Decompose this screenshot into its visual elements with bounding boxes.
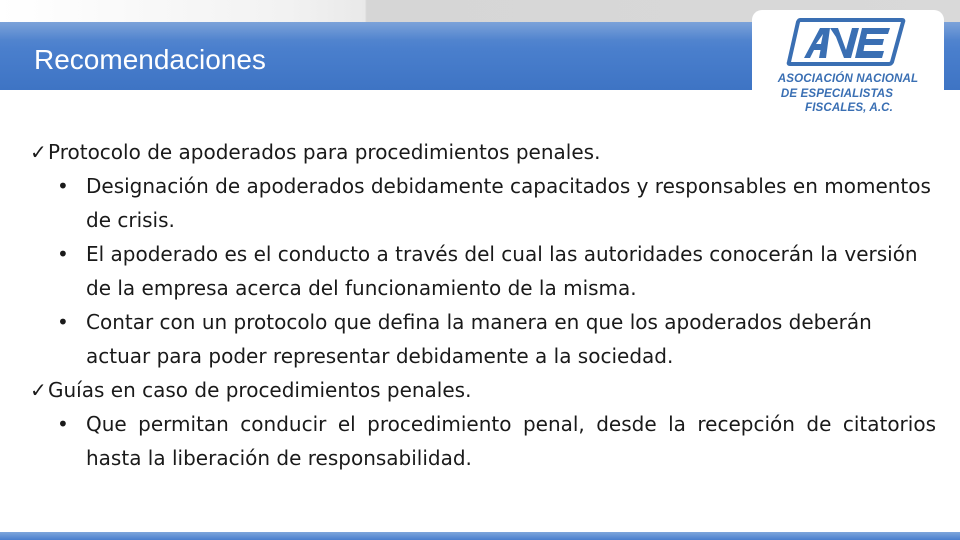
sub-item-text: El apoderado es el conducto a través del cual las autoridades conocerán la versión de la empresa acerca del funcionamiento de la misma. [86, 242, 918, 300]
sub-item-text: Que permitan conducir el procedimiento penal, desde la recepción de citatorios hasta la liberación de responsabilidad. [86, 412, 936, 470]
logo-line-3: FISCALES, A.C. [805, 101, 893, 114]
sub-list-item [30, 169, 936, 237]
ane-logo-mark-icon [786, 16, 906, 68]
bullet-icon: • [57, 242, 69, 266]
check-icon: ✓ [30, 378, 47, 402]
bullet-icon: • [57, 174, 69, 198]
bullet-icon: • [57, 412, 69, 436]
logo-line-1: ASOCIACIÓN NACIONAL [777, 72, 919, 85]
logo-line-2: DE ESPECIALISTAS [780, 86, 894, 100]
list-item [30, 135, 936, 169]
sub-list-item [30, 407, 936, 475]
bottom-bar [0, 532, 960, 540]
sub-item-text: Designación de apoderados debidamente capacitados y responsables en momentos de crisis. [86, 174, 931, 232]
sub-item-text: Contar con un protocolo que defina la manera en que los apoderados deberán actuar para poder representar debidamente a la sociedad. [86, 310, 872, 368]
item-text: Protocolo de apoderados para procedimientos penales. [48, 140, 601, 164]
bullet-icon: • [57, 310, 69, 334]
check-icon: ✓ [30, 140, 47, 164]
slide-title: Recomendaciones [34, 44, 266, 75]
list-item [30, 373, 936, 407]
item-text: Guías en caso de procedimientos penales. [48, 378, 472, 402]
sub-list-item [30, 305, 936, 373]
logo-text [752, 72, 944, 116]
slide-body [30, 135, 936, 475]
sub-list-item [30, 237, 936, 305]
